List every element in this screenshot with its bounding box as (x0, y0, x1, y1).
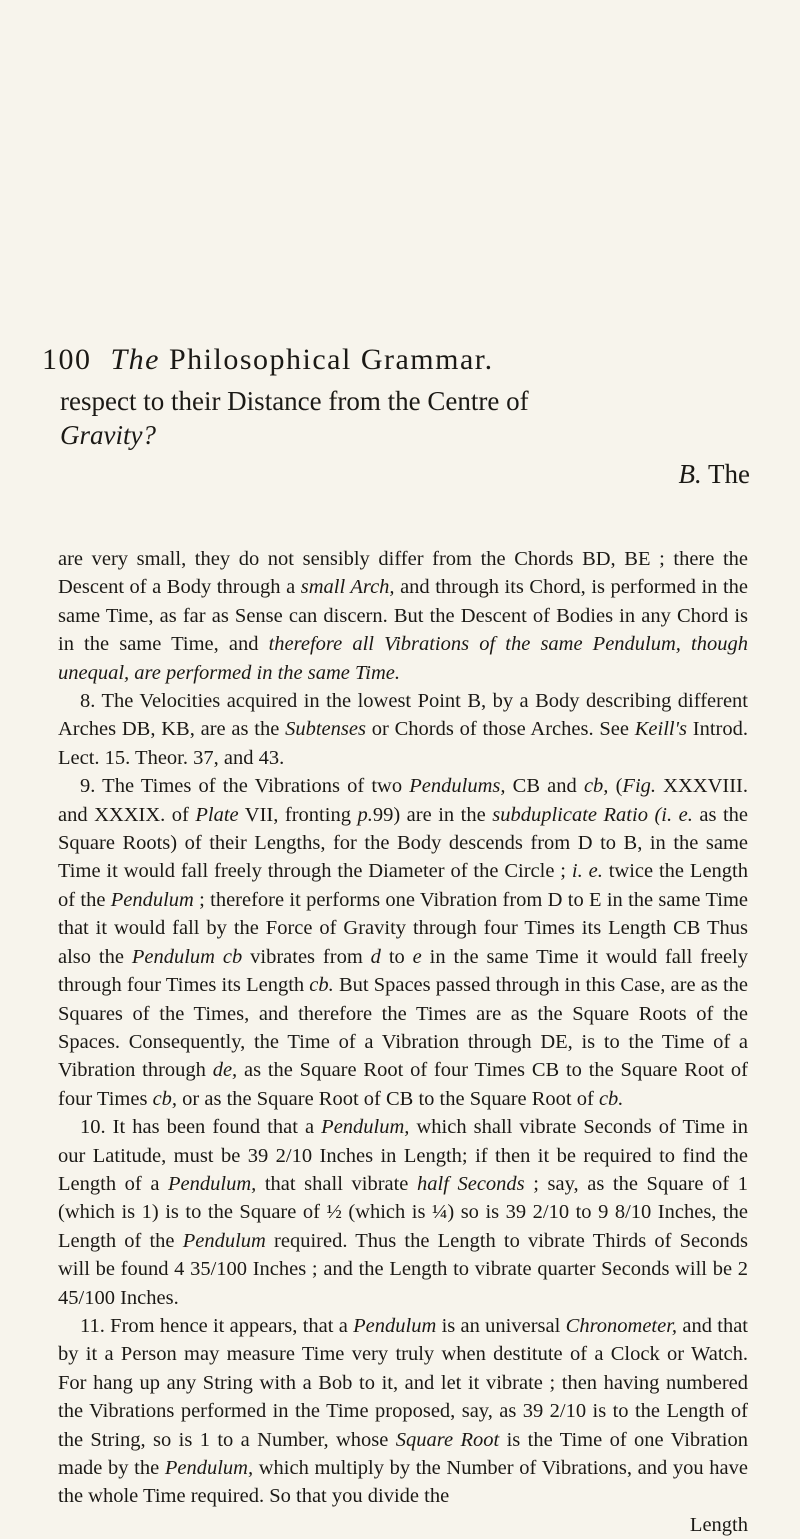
italic-text-run: cb. (309, 974, 334, 997)
header-title: Philosophical Grammar. (169, 343, 494, 376)
italic-text-run: Pendulum (182, 1229, 266, 1252)
italic-text-run: Chronometer, (565, 1314, 678, 1337)
catchword-letter: B. (678, 459, 702, 489)
text-run: to (380, 945, 413, 968)
text-run: and through its Chord, is performed in the same Time, as far as Sense can discern. But the Descent of Bodies in any Chord is in the same Time, and (58, 576, 748, 656)
text-run: ( (608, 775, 623, 798)
text-run: or as the Square Root of CB to the Square Root of (177, 1087, 599, 1110)
italic-text-run: Plate (195, 803, 239, 826)
italic-text-run: therefore all Vibrations of the same Pendulum, though unequal, are performed in the same Time. (58, 633, 748, 684)
italic-text-run: i. e. (571, 860, 603, 883)
italic-text-run: Pendulum, (321, 1116, 410, 1139)
text-run: are very small, they do not sensibly differ from the Chords BD, BE ; there the Descent of a Body through a (58, 548, 748, 599)
italic-text-run: Pendulums, (409, 775, 506, 798)
text-run: as the Square Roots) of their Lengths, for the Body descends from D to B, in the same Time it would fall freely through the Diameter of the Circle ; (58, 803, 748, 883)
italic-text-run: Pendulum (353, 1314, 437, 1337)
text-run: twice the Length of the (58, 860, 748, 911)
italic-text-run: Pendulum, (168, 1172, 257, 1195)
text-run: 10. It has been found that a (80, 1116, 322, 1139)
italic-text-run: cb, (152, 1087, 178, 1110)
text-run: ; therefore it performs one Vibration from D to E in the same Time that it would fall by the Force of Gravity through four Times its Length CB Thus also the (58, 888, 749, 968)
paragraph (58, 1312, 748, 1511)
text-run: But Spaces passed through in this Case, are as the Squares of the Times, and therefore the Times are as the Square Roots of the Spaces. Consequently, the Time of a Vibration through DE, is to the Time of a Vibration through (58, 974, 748, 1082)
page-number: 100 (42, 343, 92, 376)
italic-text-run: subduplicate Ratio (i. e. (492, 803, 693, 826)
italic-text-run: half Seconds (417, 1172, 525, 1195)
italic-text-run: p. (357, 803, 373, 826)
text-run: required. Thus the Length to vibrate Thirds of Seconds will be found 4 35/100 Inches ; and the Length to vibrate quarter Seconds will be 2 45/100 Inches. (58, 1229, 748, 1309)
text-run: XXXVIII. and XXXIX. of (58, 775, 749, 826)
italic-text-run: Square Root (395, 1428, 500, 1451)
last-word: Length (689, 1513, 748, 1536)
italic-text-run: small Arch, (300, 576, 395, 599)
paragraph (58, 545, 748, 687)
text-run: which shall vibrate Seconds of Time in our Latitude, must be 39 2/10 Inches in Length; if then it be required to find the Length of a (58, 1116, 748, 1195)
italic-text-run: de, (212, 1059, 238, 1082)
paragraph (58, 687, 748, 772)
italic-text-run: Pendulum, (164, 1457, 254, 1479)
text-run: that shall vibrate (256, 1172, 417, 1195)
catchword (679, 458, 751, 490)
text-run: is an universal (436, 1314, 566, 1337)
header-title-prefix: The (110, 343, 160, 376)
text-run: as the Square Root of four Times CB to the Square Root of four Times (58, 1059, 748, 1110)
italic-text-run: Fig. (622, 775, 657, 798)
italic-text-run: cb, (583, 775, 609, 798)
text-run: Introd. Lect. 15. Theor. 37, and 43. (58, 718, 748, 769)
lead-line-1: respect to their Distance from the Centre of (60, 386, 529, 416)
text-run: CB and (505, 775, 584, 798)
text-run: or Chords of those Arches. See (365, 718, 635, 741)
body-text (58, 545, 748, 1539)
text-run: in the same Time it would fall freely through four Times its Length (58, 945, 748, 997)
italic-text-run: Subtenses (285, 718, 366, 741)
italic-text-run: e (412, 945, 422, 968)
italic-text-run: Keill's (634, 718, 687, 741)
text-run: VII, fronting (238, 803, 358, 826)
italic-text-run: Pendulum (110, 888, 194, 911)
text-run: is the Time of one Vibration made by the (58, 1428, 748, 1479)
text-run: vibrates from (242, 945, 371, 968)
text-run: 8. The Velocities acquired in the lowest Point B, by a Body describing different Arches DB, KB, are as the (58, 690, 748, 741)
text-run: ; say, as the Square of 1 (which is 1) is to the Square of ½ (which is ¼) so is 39 2/10 to 9 8/10 Inches, the Length of the (58, 1172, 748, 1252)
catchword-text: The (708, 459, 750, 489)
paragraph (58, 772, 748, 1113)
running-header (42, 342, 762, 378)
text-run: 99) are in the (372, 803, 493, 826)
lead-line-2: Gravity? (60, 420, 156, 450)
text-run: which multiply by the Number of Vibrations, and you have the whole Time required. So that you divide the (58, 1457, 748, 1508)
lead-text (60, 384, 750, 452)
italic-text-run: cb. (598, 1087, 624, 1110)
text-run: 9. The Times of the Vibrations of two (80, 775, 410, 798)
paragraph (58, 1113, 748, 1312)
text-run: and that by it a Person may measure Time very truly when destitute of a Clock or Watch. For hang up any String with a Bob to it, and let it vibrate ; then having numbered the Vibrations performed in the Time proposed, say, as 39 2/10 is to the Length of the String, so is 1 to a Number, whose (58, 1314, 749, 1451)
italic-text-run: d (370, 945, 381, 968)
text-run: 11. From hence it appears, that a (80, 1314, 354, 1337)
italic-text-run: Pendulum cb (131, 945, 243, 968)
